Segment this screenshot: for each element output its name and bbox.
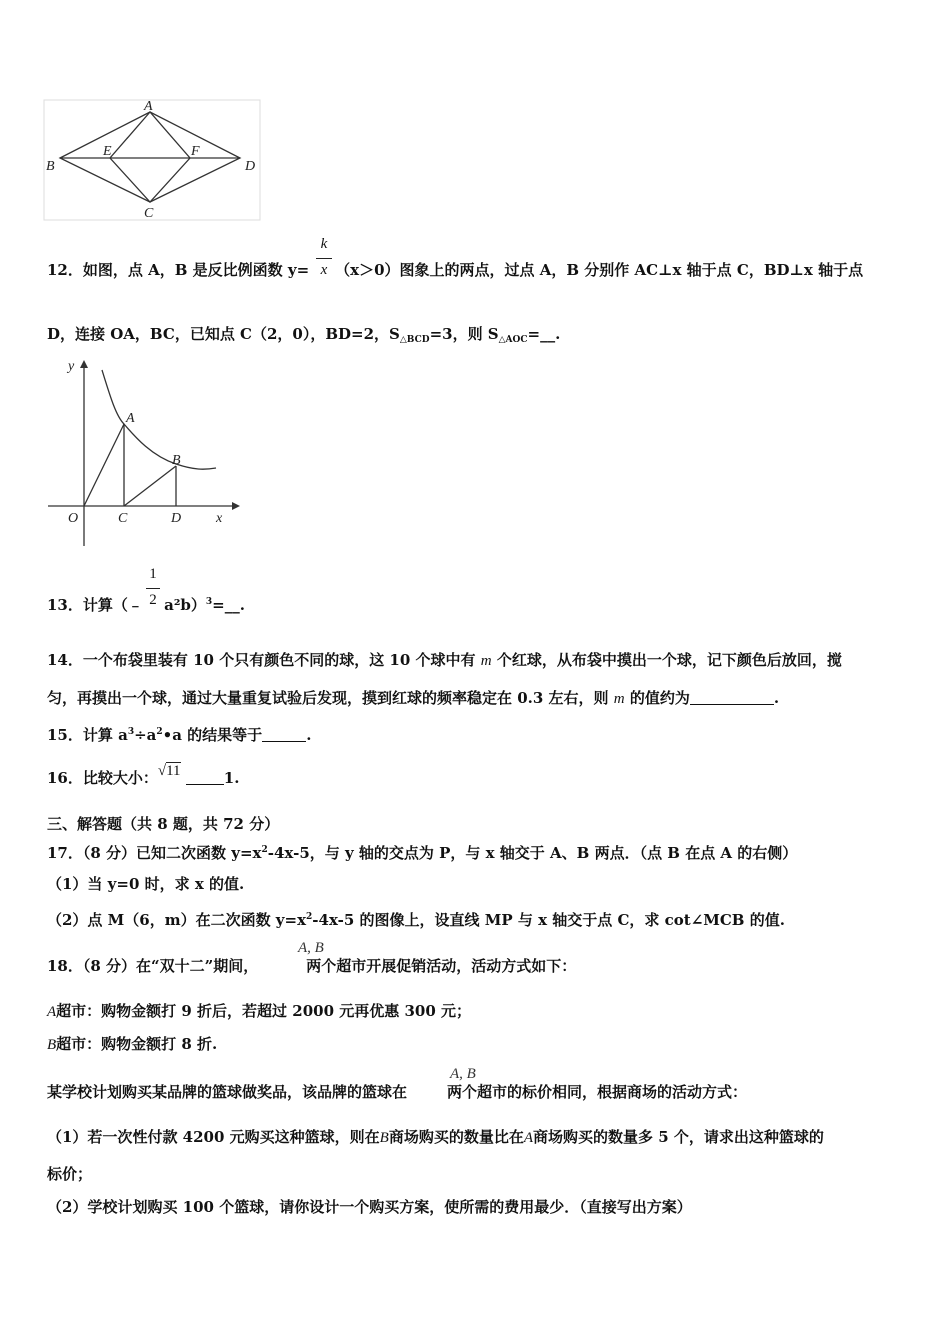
label-O: O (68, 511, 79, 526)
axis-label-y: y (68, 359, 75, 374)
q13-frac-numerator: 1 (149, 566, 157, 582)
q17-line1-text-b: -4x-5，与 y 轴的交点为 P，与 x 轴交于 A、B 两点．（点 B 在点 A 的右侧） (267, 844, 798, 862)
q18-line1-text: 18．（8 分）在“双十二”期间， (47, 957, 259, 975)
q12-line1-text: 12．如图，点 A，B 是反比例函数 y= (47, 261, 310, 279)
q18-part1-text-b: 商场购买的数量比在 (388, 1128, 524, 1146)
q18-plan-text: 某学校计划购买某品牌的篮球做奖品，该品牌的篮球在 (47, 1083, 408, 1101)
q15-suffix: . (306, 726, 312, 744)
label-D: D (171, 511, 182, 526)
section-title: 三、解答题（共 8 题，共 72 分） (47, 815, 280, 833)
q12-line2-text: D，连接 OA，BC，已知点 C（2，0），BD=2，S (47, 325, 400, 343)
q12-line2 (47, 324, 560, 350)
q18-line1 (47, 956, 576, 976)
q14-answer-blank[interactable] (690, 690, 774, 705)
q18-plan-text-b: 两个超市的标价相同，根据商场的活动方式： (447, 1083, 748, 1101)
q18-b-label: B (47, 1037, 57, 1053)
q18-a-text: 超市：购物金额打 9 折后，若超过 2000 元再优惠 300 元； (56, 1002, 472, 1020)
q14-var-m: m (480, 653, 492, 669)
q18-a-label: A (47, 1004, 57, 1020)
label-A: A (126, 411, 135, 426)
q14-line1-text: 14．一个布袋里装有 10 个只有颜色不同的球，这 10 个球中有 (47, 651, 481, 669)
q17-sub2-text: （2）点 M（6，m）在二次函数 y=x (47, 911, 307, 929)
q13-frac-bar (146, 588, 160, 589)
q13-sup: 3 (205, 597, 213, 607)
q18-b-rule (47, 1034, 217, 1055)
q18-part2: （2）学校计划购买 100 个篮球，请你设计一个购买方案，使所需的费用最少．（直接写出方案） (47, 1198, 692, 1216)
q16-prefix: 16．比较大小： (47, 769, 158, 787)
q18-part1-b: B (379, 1130, 389, 1146)
q15-sup1: 3 (127, 727, 135, 737)
q12-line2-text-c: =__. (527, 325, 561, 343)
q18-line1-text-b: 两个超市开展促销活动，活动方式如下： (306, 957, 577, 975)
q12-frac-bar (316, 258, 332, 259)
q14-line1-text-b: 个红球，从布袋中摸出一个球，记下颜色后放回，搅 (491, 651, 842, 669)
q18-part1-text: （1）若一次性付款 4200 元购买这种篮球，则在 (47, 1128, 380, 1146)
rhombus-diagram (40, 98, 262, 223)
q17-sub2 (47, 907, 785, 930)
graph-figure (44, 356, 244, 551)
q15-mid: ÷a (134, 726, 157, 744)
q13-frac-denominator: 2 (149, 592, 157, 608)
q13-suffix: =__. (212, 596, 245, 614)
q18-part1-cont: 标价； (47, 1165, 93, 1183)
label-C: C (144, 206, 154, 221)
label-B: B (172, 453, 181, 468)
axis-label-x: x (216, 511, 223, 526)
label-A: A (144, 99, 153, 114)
q12-frac-denominator: x (320, 262, 328, 278)
q17-sub2-text-b: -4x-5 的图像上，设直线 MP 与 x 轴交于点 C，求 cot∠MCB 的值. (312, 911, 785, 929)
q14-line2-text-c: . (773, 689, 780, 707)
label-C: C (118, 511, 128, 526)
rhombus-figure (40, 98, 262, 223)
q18-part1-text-c: 商场购买的数量多 5 个，请求出这种篮球的 (533, 1128, 824, 1146)
q14-line2-text: 匀，再摸出一个球，通过大量重复试验后发现，摸到红球的频率稳定在 0.3 左右，则 (47, 689, 614, 707)
q16-radicand: 11 (166, 763, 181, 779)
q12-line1-text-b: （x＞0）图象上的两点，过点 A，B 分别作 AC⊥x 轴于点 C，BD⊥x 轴于点 (335, 261, 864, 279)
q18-b-text: 超市：购物金额打 8 折. (56, 1035, 218, 1053)
label-D: D (245, 159, 256, 174)
q12-line1 (47, 260, 863, 280)
label-F: F (191, 144, 200, 159)
q18-part1 (47, 1127, 824, 1148)
q13-prefix: 13．计算（﹣ (47, 596, 143, 614)
q14-line2 (47, 688, 779, 709)
q15-sup2: 2 (156, 727, 163, 737)
q15-line (47, 722, 311, 745)
q14-var-m2: m (613, 691, 625, 707)
q16-line (47, 763, 240, 789)
q14-line1 (47, 650, 842, 671)
q18-plan (47, 1082, 747, 1102)
label-B: B (46, 159, 55, 174)
q14-line2-text-b: 的值约为 (624, 689, 690, 707)
q12-sub-aoc: △AOC (498, 335, 528, 345)
q15-answer-blank[interactable] (262, 727, 306, 742)
q15-prefix: 15．计算 a (47, 726, 128, 744)
q18-ab-label-1: A, B (298, 940, 324, 956)
q18-ab-label-2: A, B (450, 1066, 476, 1082)
q15-tail: •a 的结果等于 (162, 726, 263, 744)
q17-line1 (47, 840, 797, 863)
q16-suffix: 1. (223, 769, 240, 787)
q13-mid: a²b） (158, 596, 206, 614)
q16-answer-blank[interactable] (186, 770, 224, 785)
q12-line2-text-b: =3，则 S (429, 325, 499, 343)
q18-a-rule (47, 1001, 471, 1022)
q17-sup2: 2 (306, 912, 313, 922)
q17-sup1: 2 (261, 845, 268, 855)
inverse-function-graph (44, 356, 244, 551)
q17-line1-text: 17．（8 分）已知二次函数 y=x (47, 844, 262, 862)
q12-sub-bcd: △BCD (399, 335, 430, 345)
q16-sqrt: √11 (157, 763, 181, 779)
q12-frac-numerator: k (320, 236, 328, 252)
label-E: E (103, 144, 112, 159)
q17-sub1: （1）当 y=0 时，求 x 的值. (47, 875, 245, 893)
q18-part1-a: A (523, 1130, 533, 1146)
